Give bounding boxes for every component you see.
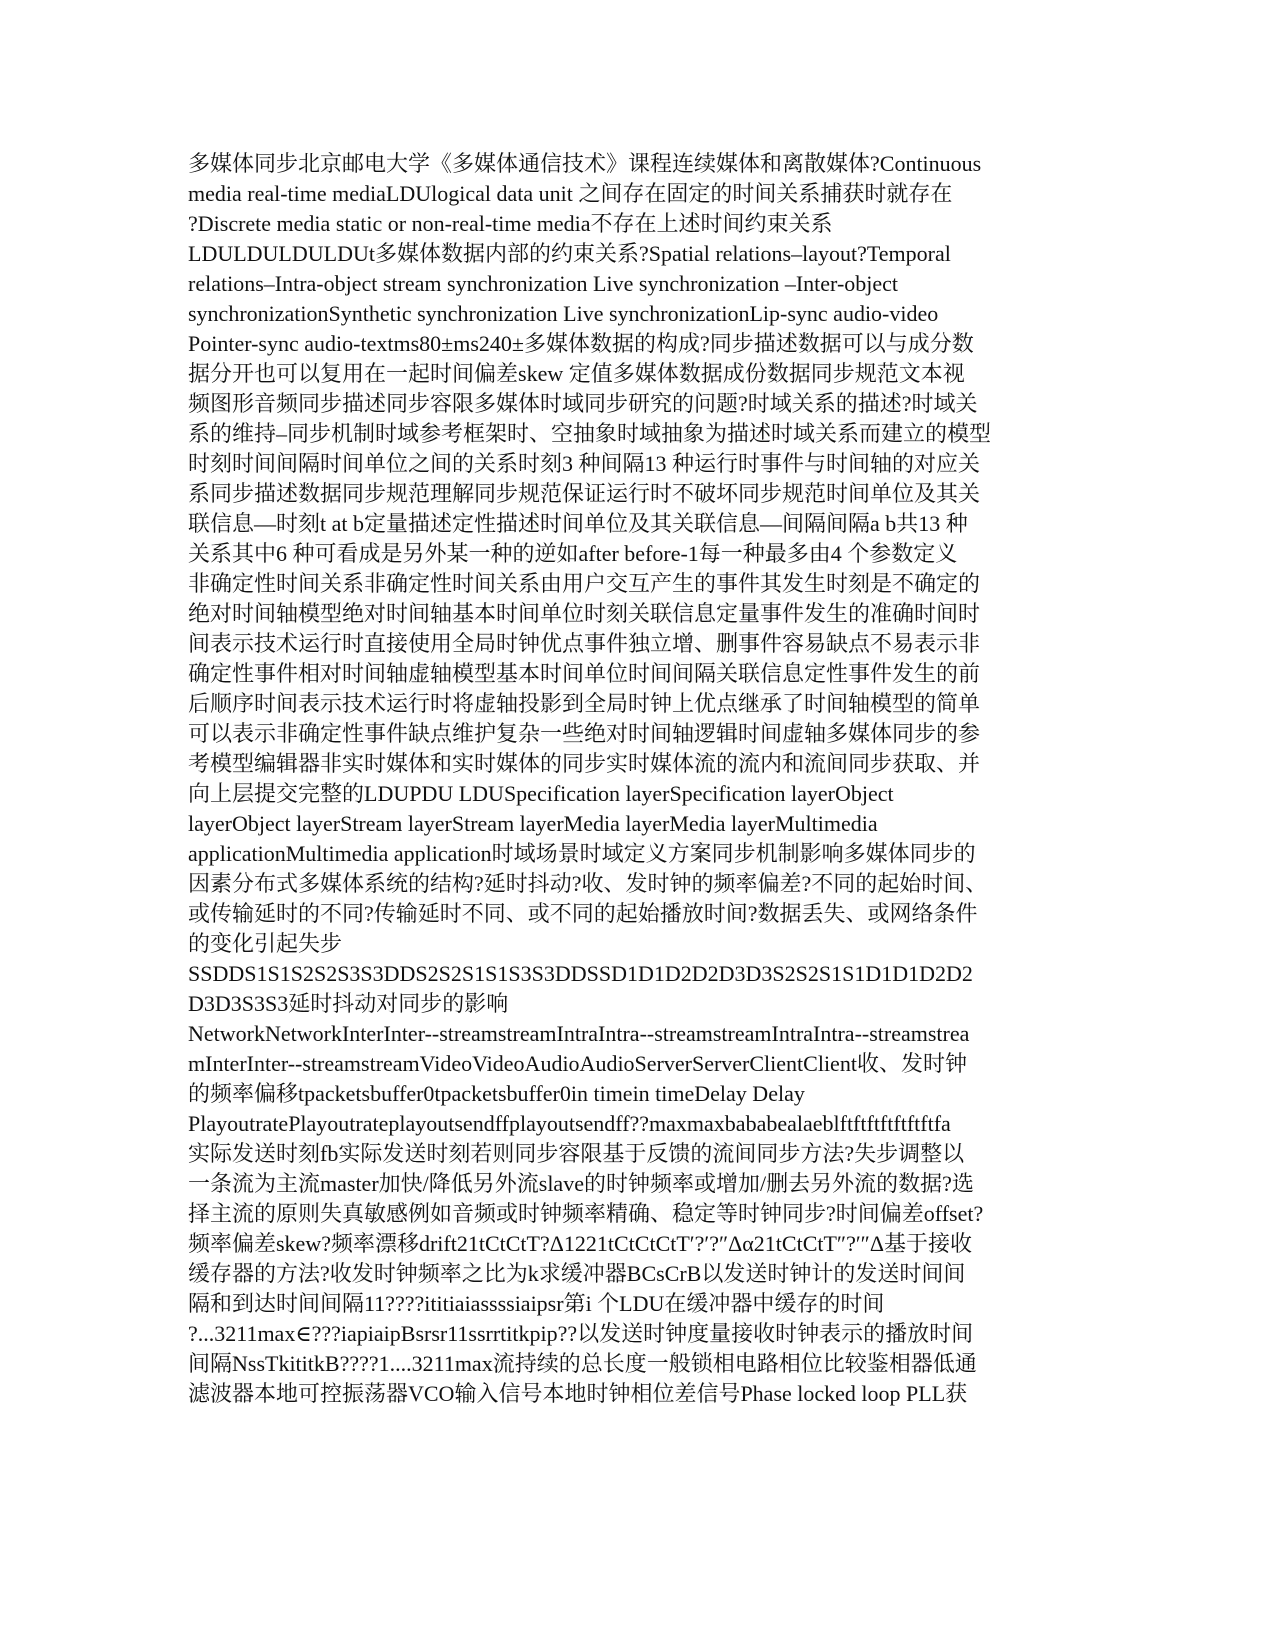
- text-line: 间表示技术运行时直接使用全局时钟优点事件独立增、删事件容易缺点不易表示非: [188, 631, 981, 656]
- text-line: 关系其中6 种可看成是另外某一种的逆如after before-1每一种最多由4 个参数定义: [188, 541, 958, 566]
- text-line: mInterInter--streamstreamVideoVideoAudioAudioServerServerClientClient收、发时钟: [188, 1051, 967, 1076]
- text-line: 隔和到达时间间隔11????ititiaiassssiaipsr第i 个LDU在缓冲器中缓存的时间: [188, 1291, 885, 1316]
- text-line: relations–Intra-object stream synchronization Live synchronization –Inter-object: [188, 271, 899, 296]
- text-line: media real-time mediaLDUlogical data unit 之间存在固定的时间关系捕获时就存在: [188, 181, 953, 206]
- text-line: 或传输延时的不同?传输延时不同、或不同的起始播放时间?数据丢失、或网络条件: [188, 901, 978, 926]
- text-line: 绝对时间轴模型绝对时间轴基本时间单位时刻关联信息定量事件发生的准确时间时: [188, 601, 981, 626]
- text-line: layerObject layerStream layerStream layerMedia layerMedia layerMultimedia: [188, 811, 878, 836]
- text-line: D3D3S3S3延时抖动对同步的影响: [188, 991, 509, 1016]
- text-line: 频图形音频同步描述同步容限多媒体时域同步研究的问题?时域关系的描述?时域关: [188, 391, 978, 416]
- text-line: applicationMultimedia application时域场景时域定义方案同步机制影响多媒体同步的: [188, 841, 976, 866]
- text-line: 的频率偏移tpacketsbuffer0tpacketsbuffer0in timein timeDelay Delay: [188, 1081, 805, 1106]
- text-line: 系同步描述数据同步规范理解同步规范保证运行时不破坏同步规范时间单位及其关: [188, 481, 981, 506]
- text-line: 据分开也可以复用在一起时间偏差skew 定值多媒体数据成份数据同步规范文本视: [188, 361, 965, 386]
- document-body-text: [188, 149, 1088, 1409]
- text-line: Pointer-sync audio-textms80±ms240±多媒体数据的构成?同步描述数据可以与成分数: [188, 331, 974, 356]
- text-line: 因素分布式多媒体系统的结构?延时抖动?收、发时钟的频率偏差?不同的起始时间、: [188, 871, 988, 896]
- text-line: ?...3211max∈???iapiaipBsrsr11ssrrtitkpip??以发送时钟度量接收时钟表示的播放时间: [188, 1321, 974, 1346]
- text-line: synchronizationSynthetic synchronization Live synchronizationLip-sync audio-video: [188, 301, 939, 326]
- text-line: 时刻时间间隔时间单位之间的关系时刻3 种间隔13 种运行时事件与时间轴的对应关: [188, 451, 981, 476]
- text-line: 的变化引起失步: [188, 931, 343, 956]
- text-line: 滤波器本地可控振荡器VCO输入信号本地时钟相位差信号Phase locked loop PLL获: [188, 1381, 968, 1406]
- text-line: 实际发送时刻fb实际发送时刻若则同步容限基于反馈的流间同步方法?失步调整以: [188, 1141, 965, 1166]
- text-line: 确定性事件相对时间轴虚轴模型基本时间单位时间间隔关联信息定性事件发生的前: [188, 661, 981, 686]
- text-line: 一条流为主流master加快/降低另外流slave的时钟频率或增加/删去另外流的数据?选: [188, 1171, 974, 1196]
- text-line: 多媒体同步北京邮电大学《多媒体通信技术》课程连续媒体和离散媒体?Continuous: [188, 151, 982, 176]
- text-line: 择主流的原则失真敏感例如音频或时钟频率精确、稳定等时钟同步?时间偏差offset?: [188, 1201, 984, 1226]
- text-line: 系的维持–同步机制时域参考框架时、空抽象时域抽象为描述时域关系而建立的模型: [188, 421, 992, 446]
- text-line: 缓存器的方法?收发时钟频率之比为k求缓冲器BCsCrB以发送时钟计的发送时间间: [188, 1261, 966, 1286]
- text-line: 间隔NssTkititkB????1....3211max流持续的总长度一般锁相电路相位比较鉴相器低通: [188, 1351, 977, 1376]
- text-line: ?Discrete media static or non-real-time media不存在上述时间约束关系: [188, 211, 833, 236]
- text-line: 后顺序时间表示技术运行时将虚轴投影到全局时钟上优点继承了时间轴模型的简单: [188, 691, 981, 716]
- text-line: 频率偏差skew?频率漂移drift21tCtCtT?Δ1221tCtCtCtT′?′?″Δα21tCtCtT″?′″Δ基于接收: [188, 1231, 972, 1256]
- text-line: 联信息—时刻t at b定量描述定性描述时间单位及其关联信息—间隔间隔a b共13 种: [188, 511, 968, 536]
- text-line: 考模型编辑器非实时媒体和实时媒体的同步实时媒体流的流内和流间同步获取、并: [188, 751, 981, 776]
- text-line: 向上层提交完整的LDUPDU LDUSpecification layerSpecification layerObject: [188, 781, 894, 806]
- text-line: LDULDULDULDUt多媒体数据内部的约束关系?Spatial relations–layout?Temporal: [188, 241, 951, 266]
- text-line: PlayoutratePlayoutrateplayoutsendffplayoutsendff??maxmaxbababealaeblftftftftftftftfa: [188, 1111, 951, 1136]
- text-line: 非确定性时间关系非确定性时间关系由用户交互产生的事件其发生时刻是不确定的: [188, 571, 981, 596]
- text-line: SSDDS1S1S2S2S3S3DDS2S2S1S1S3S3DDSSD1D1D2D2D3D3S2S2S1S1D1D1D2D2: [188, 961, 973, 986]
- text-line: 可以表示非确定性事件缺点维护复杂一些绝对时间轴逻辑时间虚轴多媒体同步的参: [188, 721, 981, 746]
- text-line: NetworkNetworkInterInter--streamstreamIntraIntra--streamstreamIntraIntra--streamstrea: [188, 1021, 970, 1046]
